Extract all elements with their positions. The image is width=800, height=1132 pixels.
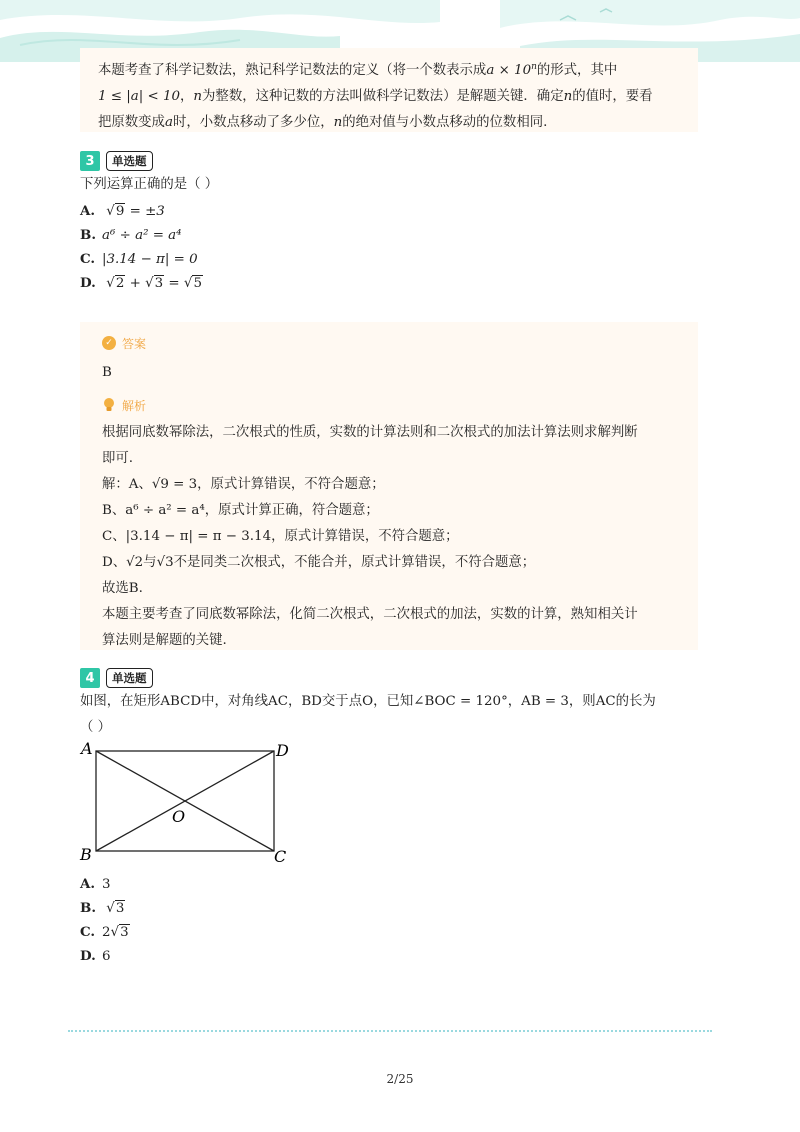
check-circle-icon: ✓	[102, 336, 116, 350]
analysis-line: 故选B.	[102, 581, 143, 596]
lightbulb-icon	[102, 397, 116, 413]
analysis-body	[102, 420, 676, 654]
question-number-badge: 3	[80, 151, 100, 171]
q4-option-a[interactable]: A. 3	[80, 876, 111, 892]
question-3-stem: 下列运算正确的是（ ）	[80, 177, 219, 192]
page-number: 2/25	[386, 1072, 414, 1086]
analysis-line: 解：A、√9 = 3，原式计算错误，不符合题意；	[102, 477, 385, 492]
answer-value: B	[102, 365, 112, 380]
q3-option-c[interactable]: C. |3.14 − π| = 0	[80, 251, 198, 267]
center-label-o: O	[172, 807, 186, 826]
question-type-tag: 单选题	[106, 151, 153, 171]
vertex-label-b: B	[80, 845, 92, 864]
q3-option-d[interactable]: D. √2 + √3 = √5	[80, 275, 202, 291]
analysis-line: C、|3.14 − π| = π − 3.14，原式计算错误，不符合题意；	[102, 529, 459, 544]
explanation-line-3: 把原数变成a时，小数点移动了多少位，n的绝对值与小数点移动的位数相同.	[98, 115, 548, 130]
explanation-line-2: 1 ≤ |a| < 10，n为整数，这种记数的方法叫做科学记数法）是解题关键．确定n的值时，要看	[98, 89, 653, 104]
footer-divider	[68, 1030, 712, 1032]
question-3-header	[80, 151, 153, 171]
analysis-line: D、√2与√3不是同类二次根式，不能合并，原式计算错误，不符合题意；	[102, 555, 536, 570]
answer-analysis-box	[80, 322, 698, 650]
question-type-tag: 单选题	[106, 668, 153, 688]
explanation-continuation-box	[80, 48, 698, 132]
analysis-line: B、a⁶ ÷ a² = a⁴，原式计算正确，符合题意；	[102, 503, 379, 518]
analysis-line: 算法则是解题的关键.	[102, 633, 227, 648]
q4-option-c[interactable]: C. 2√3	[80, 924, 129, 940]
analysis-line: 根据同底数幂除法，二次根式的性质，实数的计算法则和二次根式的加法计算法则求解判断	[102, 425, 638, 440]
question-4-stem: 如图，在矩形ABCD中，对角线AC，BD交于点O，已知∠BOC = 120°，AB = 3，则AC的长为 （ ）	[80, 694, 656, 735]
analysis-line: 本题主要考查了同底数幂除法，化简二次根式，二次根式的加法，实数的计算，熟知相关计	[102, 607, 638, 622]
question-number-badge: 4	[80, 668, 100, 688]
vertex-label-a: A	[81, 739, 93, 758]
q3-option-a[interactable]: A. √9 = ±3	[80, 203, 165, 219]
q3-option-b[interactable]: B. a⁶ ÷ a² = a⁴	[80, 227, 182, 243]
analysis-tag: 解析	[102, 394, 676, 416]
analysis-line: 即可.	[102, 451, 134, 466]
question-4-header	[80, 668, 153, 688]
vertex-label-d: D	[276, 741, 289, 760]
rectangle-abcd-figure	[78, 738, 300, 866]
q4-option-d[interactable]: D. 6	[80, 948, 111, 964]
vertex-label-c: C	[274, 847, 287, 866]
answer-tag: ✓ 答案	[102, 332, 676, 354]
q4-option-b[interactable]: B. √3	[80, 900, 125, 916]
explanation-line-1: 本题考查了科学记数法，熟记科学记数法的定义（将一个数表示成$a \times 10^n$的形式，其中	[98, 62, 618, 78]
